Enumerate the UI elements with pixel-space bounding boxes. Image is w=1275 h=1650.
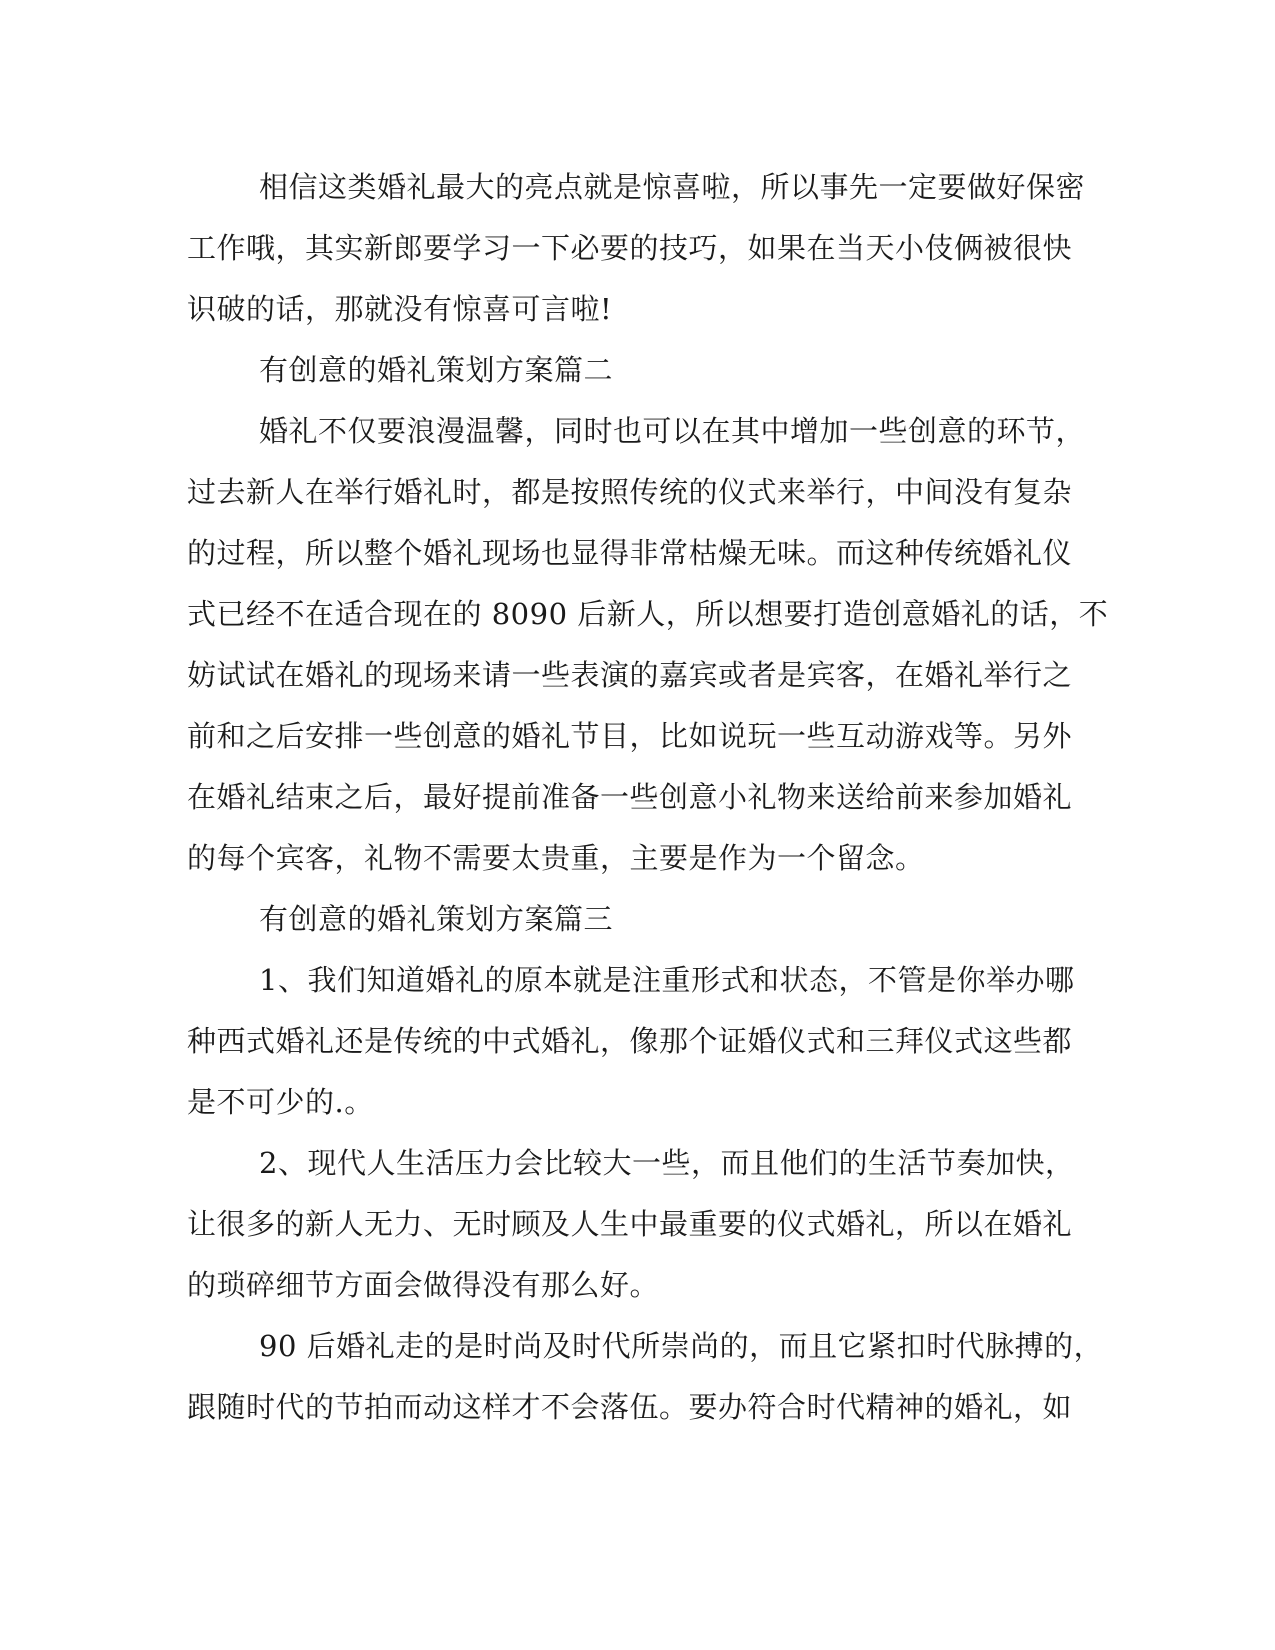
heading-part-three — [187, 889, 1067, 950]
text-line: 的琐碎细节方面会做得没有那么好。 — [187, 1268, 660, 1302]
text-line: 2、现代人生活压力会比较大一些，而且他们的生活节奏加快， — [259, 1146, 1075, 1180]
text-line: 在婚礼结束之后，最好提前准备一些创意小礼物来送给前来参加婚礼 — [187, 780, 1073, 814]
text-line: 1、我们知道婚礼的原本就是注重形式和状态，不管是你举办哪 — [259, 963, 1075, 997]
text-line: 种西式婚礼还是传统的中式婚礼，像那个证婚仪式和三拜仪式这些都 — [187, 1024, 1073, 1058]
text-line: 90 后婚礼走的是时尚及时代所崇尚的，而且它紧扣时代脉搏的， — [259, 1329, 1104, 1363]
text-line: 是不可少的.。 — [187, 1085, 374, 1119]
text-line: 式已经不在适合现在的 8090 后新人，所以想要打造创意婚礼的话，不 — [187, 597, 1109, 631]
section-heading: 有创意的婚礼策划方案篇三 — [259, 902, 614, 936]
document-body — [187, 157, 1109, 1438]
text-line: 前和之后安排一些创意的婚礼节目，比如说玩一些互动游戏等。另外 — [187, 719, 1073, 753]
text-line: 婚礼不仅要浪漫温馨，同时也可以在其中增加一些创意的环节， — [259, 414, 1086, 448]
text-line: 的过程，所以整个婚礼现场也显得非常枯燥无味。而这种传统婚礼仪 — [187, 536, 1073, 570]
paragraph-creative-segments — [187, 401, 1109, 889]
text-line: 过去新人在举行婚礼时，都是按照传统的仪式来举行，中间没有复杂 — [187, 475, 1073, 509]
text-line: 相信这类婚礼最大的亮点就是惊喜啦，所以事先一定要做好保密 — [259, 170, 1086, 204]
text-line: 工作哦，其实新郎要学习一下必要的技巧，如果在当天小伎俩被很快 — [187, 231, 1073, 265]
text-line: 妨试试在婚礼的现场来请一些表演的嘉宾或者是宾客，在婚礼举行之 — [187, 658, 1073, 692]
paragraph-post-90s — [187, 1316, 1104, 1438]
heading-part-two — [187, 340, 1067, 401]
text-line: 让很多的新人无力、无时顾及人生中最重要的仪式婚礼，所以在婚礼 — [187, 1207, 1073, 1241]
paragraph-surprise — [187, 157, 1086, 340]
paragraph-point-one — [187, 950, 1075, 1133]
section-heading: 有创意的婚礼策划方案篇二 — [259, 353, 614, 387]
text-line: 跟随时代的节拍而动这样才不会落伍。要办符合时代精神的婚礼，如 — [187, 1390, 1073, 1424]
text-line: 识破的话，那就没有惊喜可言啦! — [187, 292, 613, 326]
paragraph-point-two — [187, 1133, 1075, 1316]
text-line: 的每个宾客，礼物不需要太贵重，主要是作为一个留念。 — [187, 841, 925, 875]
